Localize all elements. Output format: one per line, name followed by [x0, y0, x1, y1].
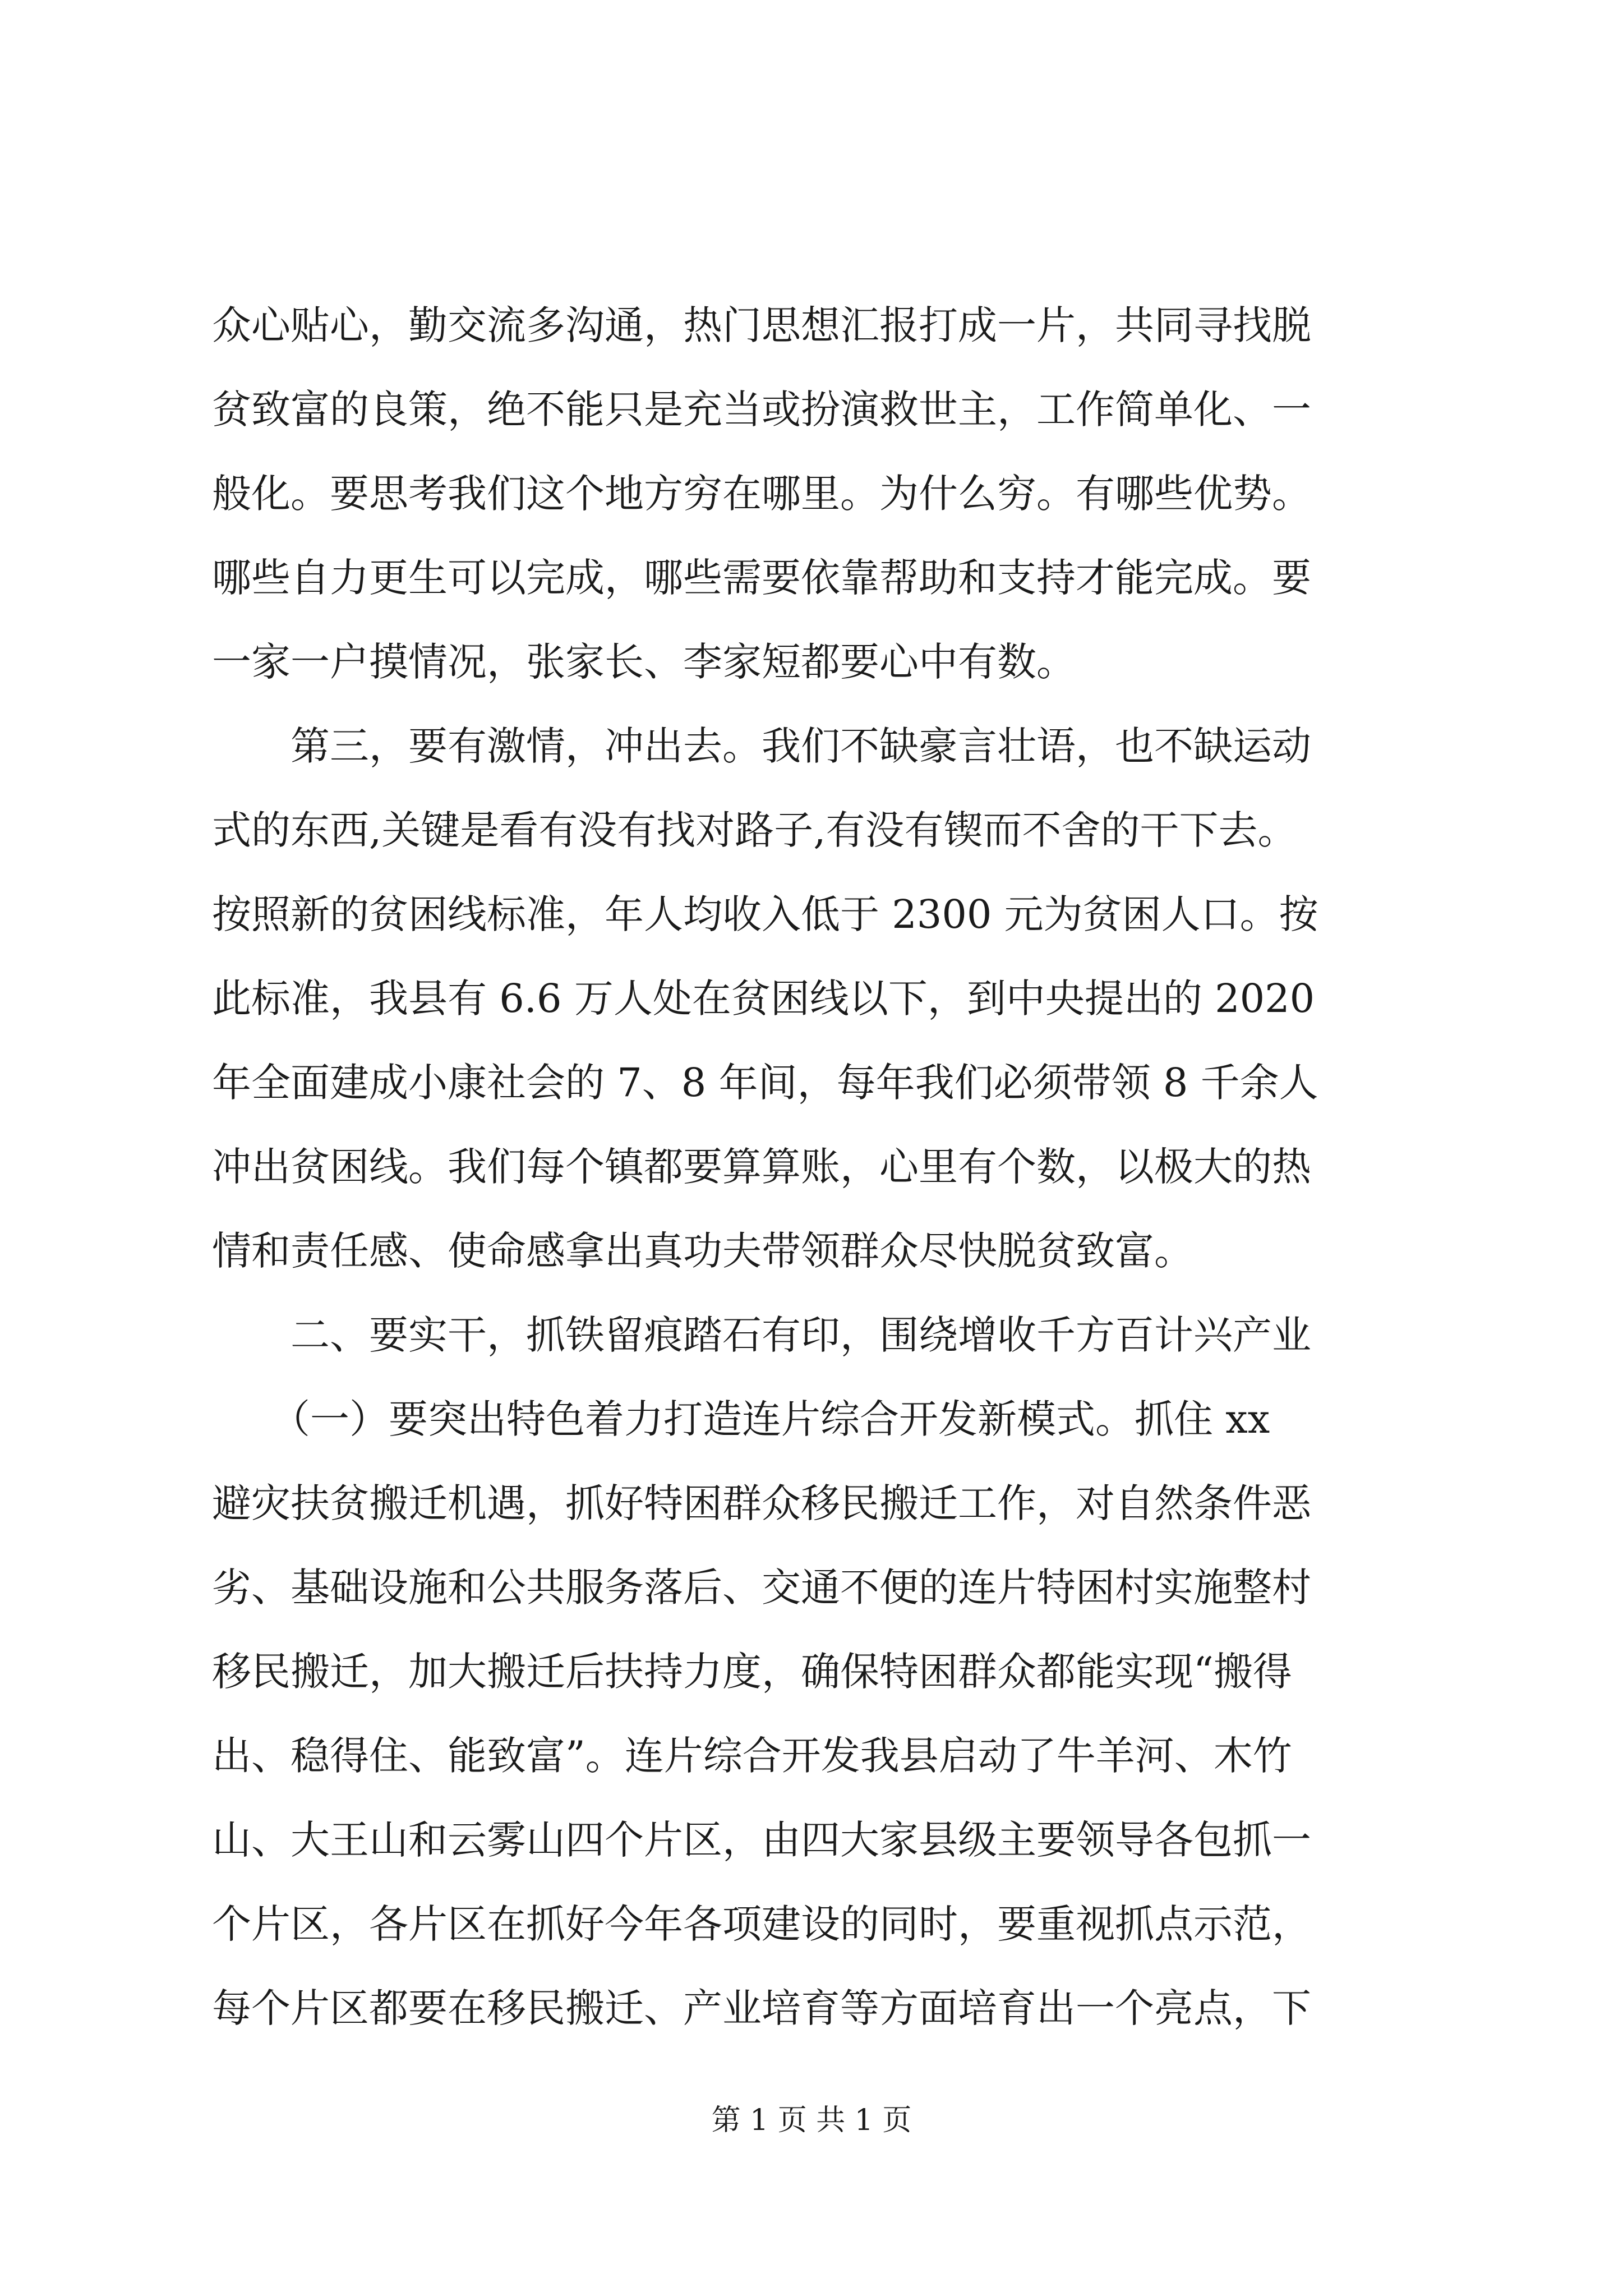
text-line: 出、稳得住、能致富”。连片综合开发我县启动了牛羊河、木竹 — [212, 1733, 1292, 1779]
text-line: 个片区，各片区在抓好今年各项建设的同时，要重视抓点示范， — [212, 1901, 1311, 1947]
text-line: 此标准，我县有 6.6 万人处在贫困线以下，到中央提出的 2020 — [212, 976, 1315, 1022]
text-line: 贫致富的良策，绝不能只是充当或扮演救世主，工作简单化、一 — [212, 386, 1311, 432]
text-line: 年全面建成小康社会的 7、8 年间，每年我们必须带领 8 千余人 — [212, 1060, 1318, 1106]
page-number-footer: 第 1 页 共 1 页 — [711, 2104, 912, 2137]
text-line: 第三，要有激情，冲出去。我们不缺豪言壮语，也不缺运动 — [212, 723, 1311, 769]
text-line: 式的东西,关键是看有没有找对路子,有没有锲而不舍的干下去。 — [212, 807, 1297, 853]
text-line: 般化。要思考我们这个地方穷在哪里。为什么穷。有哪些优势。 — [212, 471, 1311, 517]
text-line: 每个片区都要在移民搬迁、产业培育等方面培育出一个亮点，下 — [212, 1985, 1311, 2031]
text-line: 移民搬迁，加大搬迁后扶持力度，确保特困群众都能实现“搬得 — [212, 1649, 1292, 1695]
text-line: 一家一户摸情况，张家长、李家短都要心中有数。 — [212, 639, 1076, 685]
text-line: 情和责任感、使命感拿出真功夫带领群众尽快脱贫致富。 — [212, 1228, 1193, 1274]
text-line: （一）要突出特色着力打造连片综合开发新模式。抓住 xx — [212, 1396, 1270, 1442]
text-line: 冲出贫困线。我们每个镇都要算算账，心里有个数，以极大的热 — [212, 1144, 1311, 1190]
text-line: 按照新的贫困线标准，年人均收入低于 2300 元为贫困人口。按 — [212, 891, 1318, 937]
text-line: 众心贴心，勤交流多沟通，热门思想汇报打成一片，共同寻找脱 — [212, 302, 1311, 348]
text-line: 哪些自力更生可以完成，哪些需要依靠帮助和支持才能完成。要 — [212, 555, 1311, 601]
text-line: 山、大王山和云雾山四个片区，由四大家县级主要领导各包抓一 — [212, 1817, 1311, 1863]
text-line: 避灾扶贫搬迁机遇，抓好特困群众移民搬迁工作，对自然条件恶 — [212, 1480, 1311, 1526]
text-line: 二、要实干，抓铁留痕踏石有印，围绕增收千方百计兴产业 — [212, 1312, 1311, 1358]
text-line: 劣、基础设施和公共服务落后、交通不便的连片特困村实施整村 — [212, 1565, 1311, 1611]
